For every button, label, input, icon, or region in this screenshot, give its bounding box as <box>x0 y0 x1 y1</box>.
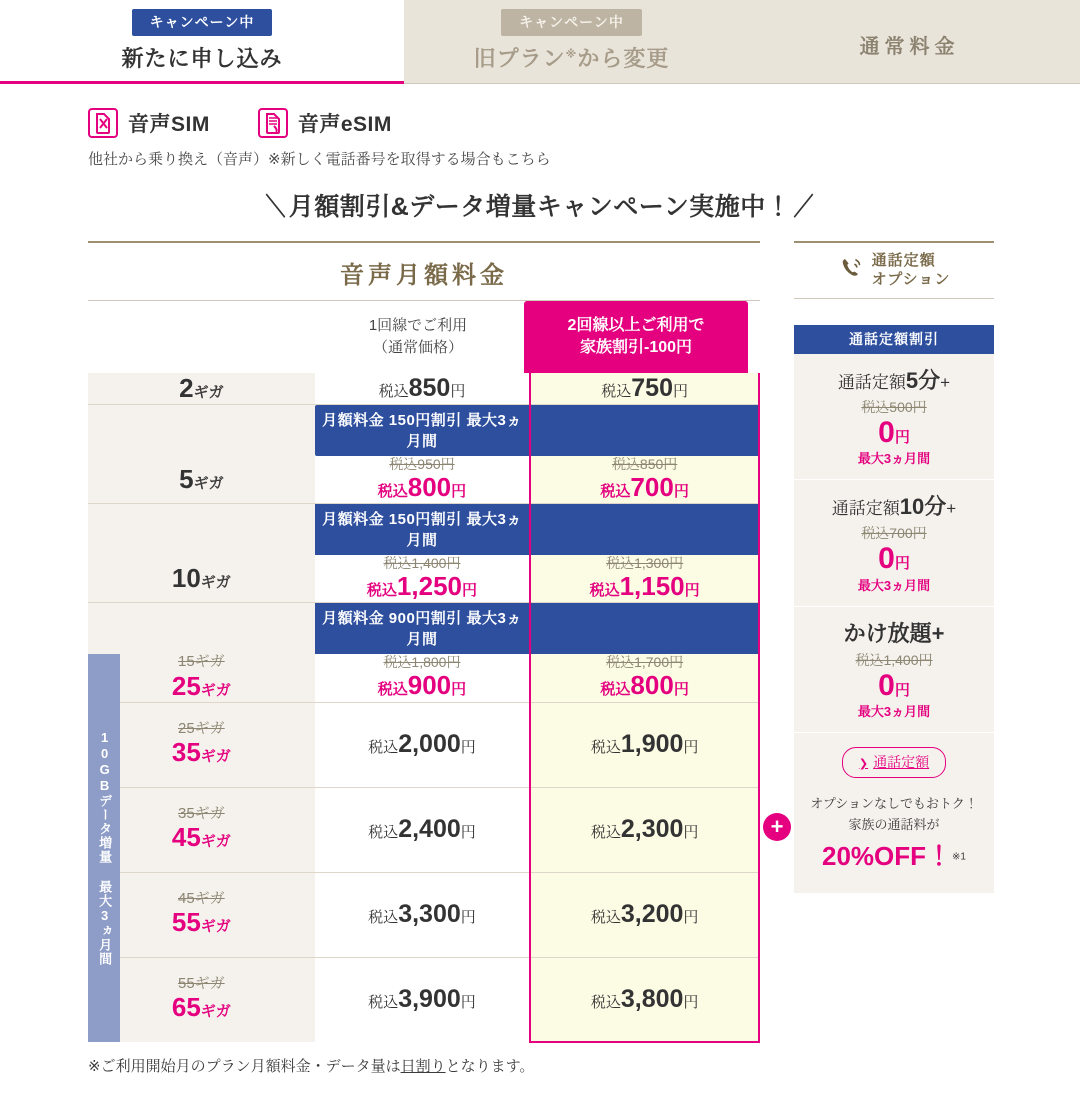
gb-value: 65 <box>171 992 201 1023</box>
gb-old-value: 35ギガ <box>178 804 225 822</box>
sim-type-label-voice-sim: 音声SIM <box>128 113 210 136</box>
plan-tabs <box>0 0 1080 84</box>
sim-type-label-voice-esim: 音声eSIM <box>297 113 392 136</box>
price-table-column-header <box>88 301 760 373</box>
tab-new-application-label: 新たに申し込み <box>121 46 283 71</box>
row-gb-35 <box>88 702 315 787</box>
column-header-family-discount: 2回線以上ご利用で 家族割引-100円 <box>524 301 748 373</box>
ribbon-text-10gb: 月額料金 150円割引 最大3ヵ月間 <box>315 504 530 555</box>
gb-value: 25 <box>171 670 201 701</box>
gb-value: 10 <box>171 563 201 594</box>
table-row <box>88 555 759 603</box>
tab-campaign-badge-muted: キャンペーン中 <box>501 9 642 36</box>
call-option-block <box>794 241 994 1043</box>
row-gb-45 <box>88 787 315 872</box>
discount-ribbon-row-25gb <box>88 603 759 655</box>
ribbon-right <box>530 405 759 457</box>
row-single-price-2gb: 税込850円 <box>315 373 531 405</box>
call-option-link-wrap <box>794 733 994 788</box>
pricing-area <box>0 241 1080 1043</box>
row-single-price-35gb: 税込2,000円 <box>315 702 531 787</box>
family-call-discount-value: 20%OFF！ <box>822 840 953 871</box>
column-header-single-line: 1回線でご利用 （通常価格） <box>368 317 468 356</box>
phone-icon <box>838 255 864 287</box>
row-single-price-5gb: 税込950円 税込800円 <box>315 456 531 504</box>
old-price: 税込1,800円 <box>383 654 461 671</box>
row-gb-55 <box>88 872 315 957</box>
ribbon-right <box>530 504 759 556</box>
footnote-link[interactable]: 日割り <box>400 1057 446 1075</box>
sim-type-row <box>88 108 1080 138</box>
discount-ribbon-row-5gb <box>88 405 759 457</box>
table-row <box>88 654 759 702</box>
footnote: ※ご利用開始月のプラン月額料金・データ量は日割りとなります。 <box>88 1057 535 1075</box>
gb-unit: ギガ <box>200 748 231 766</box>
row-family-price-2gb: 税込750円 <box>530 373 759 405</box>
tab-note-mark: ※ <box>565 48 578 61</box>
row-family-price-25gb: 税込1,700円 税込800円 <box>530 654 759 702</box>
row-gb-25 <box>88 654 315 702</box>
option-spacer <box>794 299 994 325</box>
ribbon-spacer-5gb <box>531 418 758 444</box>
ribbon-blank <box>88 603 315 655</box>
ribbon-blank <box>88 504 315 556</box>
option-old-price: 税込700円 <box>861 525 927 541</box>
row-gb-10 <box>88 555 315 603</box>
sim-card-voice-icon <box>88 108 118 138</box>
option-term: 最大3ヵ月間 <box>857 704 931 719</box>
row-gb-2 <box>88 373 315 405</box>
data-boost-bar <box>88 654 120 1042</box>
plus-icon: + <box>763 813 791 841</box>
price-table <box>88 373 760 1043</box>
row-single-price-65gb: 税込3,900円 <box>315 957 531 1042</box>
slash-right-decoration: ／ <box>793 193 815 221</box>
call-option-detail-link[interactable]: ❯ 通話定額 <box>842 747 946 778</box>
row-single-price-45gb: 税込2,400円 <box>315 787 531 872</box>
gb-old-value: 45ギガ <box>178 889 225 907</box>
slash-left-decoration: ＼ <box>265 193 287 221</box>
gb-unit: ギガ <box>193 384 224 401</box>
tab-new-application[interactable] <box>0 0 404 84</box>
option-old-price: 税込1,400円 <box>855 651 933 668</box>
old-price: 税込1,300円 <box>606 555 684 572</box>
gb-unit: ギガ <box>200 918 231 936</box>
gb-unit: ギガ <box>200 574 231 592</box>
gb-value: 5 <box>179 464 194 495</box>
table-row <box>88 872 759 957</box>
ribbon-blank <box>88 405 315 457</box>
table-row <box>88 456 759 504</box>
tab-campaign-badge: キャンペーン中 <box>132 9 273 36</box>
option-new-price: 0円 <box>878 668 910 702</box>
gb-value: 2 <box>179 373 194 403</box>
ribbon-left <box>315 603 531 655</box>
old-price: 税込1,400円 <box>383 555 461 572</box>
row-single-price-55gb: 税込3,300円 <box>315 872 531 957</box>
sim-type-note: 他社から乗り換え（音声）※新しく電話番号を取得する場合もこちら <box>88 151 551 168</box>
ribbon-text-25gb: 月額料金 900円割引 最大3ヵ月間 <box>315 603 530 654</box>
table-row <box>88 373 759 405</box>
row-family-price-65gb: 税込3,800円 <box>530 957 759 1042</box>
call-option-title-text: 通話定額 オプション <box>871 252 951 288</box>
ribbon-text-5gb: 月額料金 150円割引 最大3ヵ月間 <box>315 405 530 456</box>
column-header-blank <box>88 301 312 373</box>
row-family-price-10gb: 税込1,300円 税込1,150円 <box>530 555 759 603</box>
ribbon-right <box>530 603 759 655</box>
row-gb-5 <box>88 456 315 504</box>
row-family-price-45gb: 税込2,300円 <box>530 787 759 872</box>
tab-change-from-old-plan-label: 旧プラン※から変更 <box>473 46 670 71</box>
gb-value: 55 <box>171 907 201 938</box>
option-old-price: 税込500円 <box>861 398 927 415</box>
campaign-headline <box>0 187 1080 223</box>
esim-voice-icon <box>258 108 288 138</box>
old-price: 税込850円 <box>611 456 678 472</box>
gb-unit: ギガ <box>200 1003 231 1021</box>
gb-unit: ギガ <box>200 681 231 699</box>
table-row <box>88 702 759 787</box>
gb-old-value: 55ギガ <box>178 974 225 992</box>
gb-unit: ギガ <box>193 475 224 493</box>
call-option-footer: オプションなしでもおトク！ 家族の通話料が 20%OFF！$^{※1}$ <box>794 788 994 893</box>
old-price: 税込950円 <box>389 456 455 472</box>
tab-regular-price[interactable] <box>739 0 1080 84</box>
row-single-price-10gb: 税込1,400円 税込1,250円 <box>315 555 531 603</box>
plus-separator <box>760 241 794 1043</box>
voice-monthly-price-block <box>88 241 760 1043</box>
row-family-price-5gb: 税込850円 税込700円 <box>530 456 759 504</box>
gb-old-value: 25ギガ <box>178 719 225 737</box>
ribbon-spacer-10gb <box>531 517 758 543</box>
tab-change-from-old-plan[interactable] <box>404 0 739 84</box>
table-row <box>88 957 759 1042</box>
call-option-discount-badge: 通話定額割引 <box>794 325 994 354</box>
option-new-price: 0円 <box>878 415 910 449</box>
gb-value: 35 <box>171 737 201 768</box>
option-card-5min: 通話定額5分+ 税込500円 0円 最大3ヵ月間 <box>794 354 994 481</box>
ribbon-spacer-25gb <box>531 616 758 642</box>
campaign-headline-text: 月額割引&データ増量キャンペーン実施中！ <box>288 193 792 221</box>
option-term: 最大3ヵ月間 <box>857 451 931 466</box>
row-family-price-35gb: 税込1,900円 <box>530 702 759 787</box>
gb-old-value: 15ギガ <box>178 653 225 671</box>
row-family-price-55gb: 税込3,200円 <box>530 872 759 957</box>
table-row <box>88 787 759 872</box>
row-gb-65 <box>88 957 315 1042</box>
option-term: 最大3ヵ月間 <box>857 577 931 593</box>
gb-unit: ギガ <box>200 833 231 851</box>
ribbon-left <box>315 504 531 556</box>
option-new-price: 0円 <box>878 542 910 575</box>
tab-regular-price-label: 通常料金 <box>859 36 960 58</box>
footnote-mark: ※1 <box>952 851 966 863</box>
option-card-unlimited: かけ放題+ 税込1,400円 0円 最大3ヵ月間 <box>794 607 994 734</box>
voice-monthly-price-title: 音声月額料金 <box>88 241 760 301</box>
call-option-title <box>794 241 994 299</box>
gb-value: 45 <box>171 822 201 853</box>
row-single-price-25gb: 税込1,800円 税込900円 <box>315 654 531 702</box>
chevron-right-icon: ❯ <box>858 758 869 770</box>
ribbon-left <box>315 405 531 457</box>
data-boost-bar-label: 10GBデータ増量 最大3ヵ月間 <box>97 729 113 966</box>
old-price: 税込1,700円 <box>606 654 684 671</box>
option-card-10min: 通話定額10分+ 税込700円 0円 最大3ヵ月間 <box>794 480 994 607</box>
discount-ribbon-row-10gb <box>88 504 759 556</box>
